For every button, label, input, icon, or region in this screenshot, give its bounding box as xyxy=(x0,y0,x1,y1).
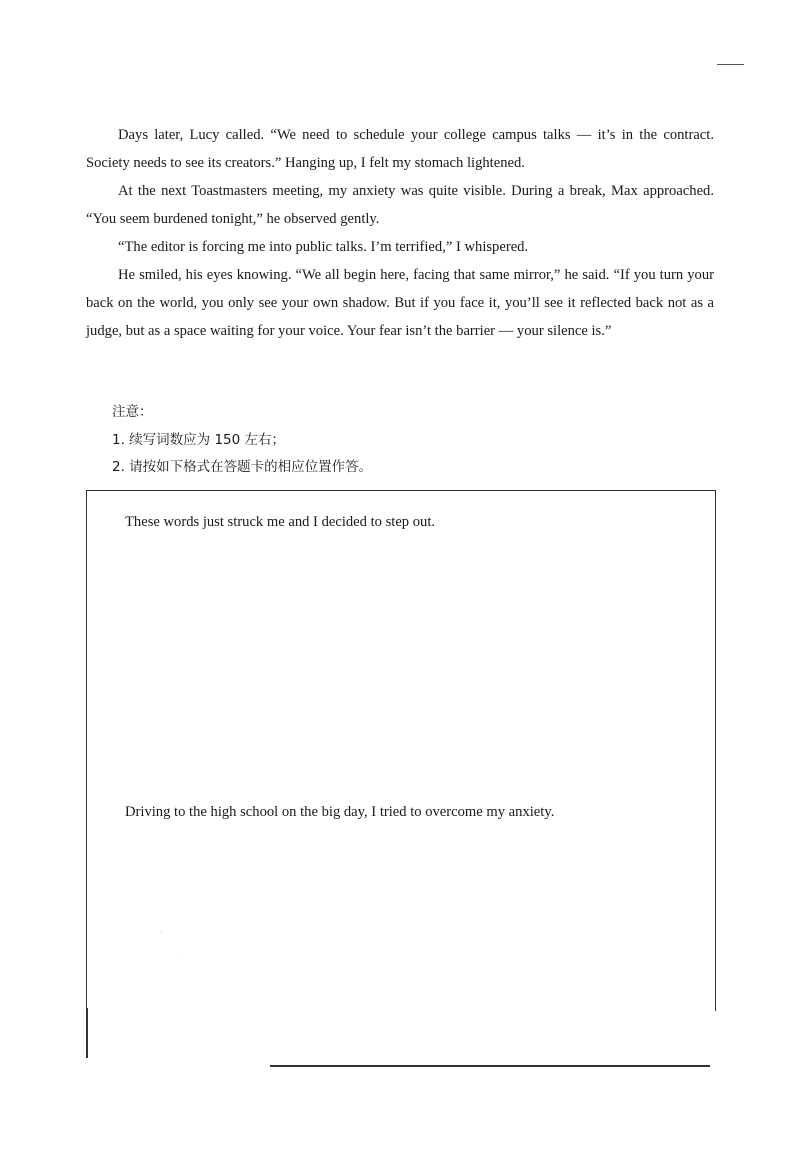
passage-paragraph-3: “The editor is forcing me into public talks. I’m terrified,” I whispered. xyxy=(118,239,529,255)
passage-paragraph-1: Days later, Lucy called. “We need to schedule your college campus talks — it’s in the contract. Society needs to see its creators.” Hanging up, I felt my stomach lightened. xyxy=(86,127,714,171)
passage-paragraph-2: At the next Toastmasters meeting, my anxiety was quite visible. During a break, Max approached. “You seem burdened tonight,” he observed gently. xyxy=(86,183,714,227)
corner-mark xyxy=(717,64,744,67)
scan-speck: · xyxy=(177,950,180,959)
note-item-1: 1. 续写词数应为 150 左右； xyxy=(112,432,286,448)
continuation-prompt-1: These words just struck me and I decided to step out. xyxy=(125,514,436,530)
answer-box xyxy=(86,490,716,1011)
note-item-2: 2. 请按如下格式在答题卡的相应位置作答。 xyxy=(112,459,373,475)
continuation-prompt-2: Driving to the high school on the big day, I tried to overcome my anxiety. xyxy=(125,804,555,820)
answer-box-left-extension xyxy=(86,1008,88,1058)
passage-paragraph-4: He smiled, his eyes knowing. “We all begin here, facing that same mirror,” he said. “If you turn your back on the world, you only see your own shadow. But if you face it, you’ll see it reflected back not as a judge, but as a space waiting for your voice. Your fear isn’t the barrier — your silence is.” xyxy=(86,267,714,339)
answer-bottom-line xyxy=(270,1065,710,1067)
scan-speck: ‘ xyxy=(160,930,163,939)
notes-title: 注意： xyxy=(112,404,153,420)
